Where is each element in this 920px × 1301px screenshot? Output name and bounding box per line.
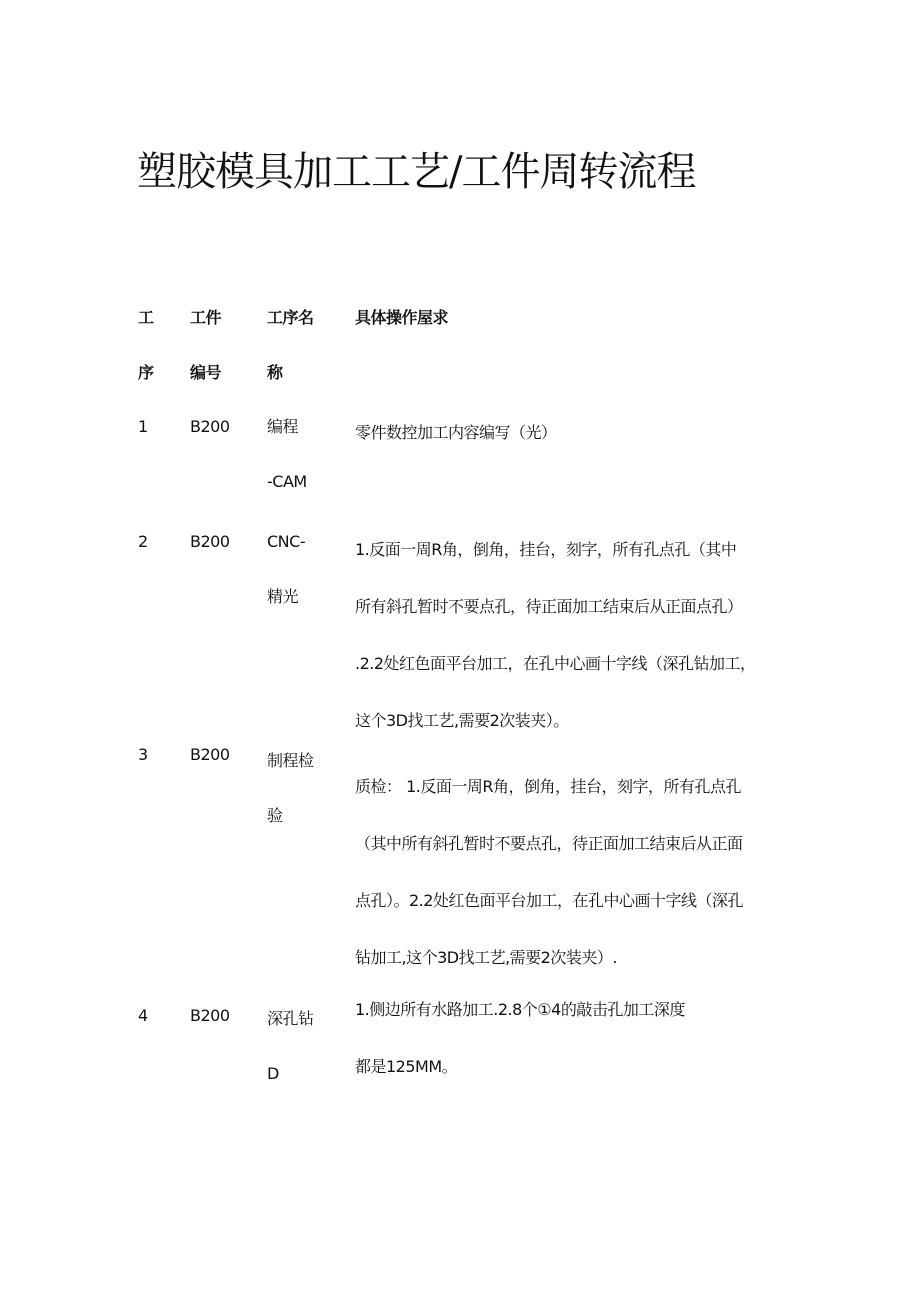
requirement-line: 都是125MM。 (355, 1057, 458, 1076)
row-4-no: 4 (138, 1006, 148, 1025)
header-process-name (267, 290, 347, 400)
requirement-line: 1.侧边所有水路加工.2.8个①4的敲击孔加工深度 (355, 1000, 685, 1019)
row-2-no: 2 (138, 532, 148, 551)
header-line: 编号 (190, 363, 222, 382)
requirement-line: 所有斜孔暂时不要点孔，待正面加工结束后从正面点孔） (355, 597, 743, 616)
row-4-part-id: B200 (190, 1006, 230, 1025)
row-1-requirements (355, 404, 795, 461)
requirement-line: 质检： 1.反面一周R角，倒角，挂台，刻字，所有孔点孔 (355, 777, 741, 796)
row-4-process-name (267, 991, 347, 1101)
requirement-line: .2.2处红色面平台加工，在孔中心画十字线（深孔钻加工， (355, 654, 756, 673)
process-name-line: 精光 (267, 587, 299, 606)
requirement-line: 这个3D找工艺,需要2次装夹）。 (355, 711, 569, 730)
row-1-no: 1 (138, 417, 148, 436)
process-name-line: 制程检 (267, 751, 314, 770)
requirement-line: （其中所有斜孔暂时不要点孔，待正面加工结束后从正面 (355, 834, 743, 853)
process-name-line: CNC- (267, 532, 306, 551)
row-1-part-id: B200 (190, 417, 230, 436)
row-3-no: 3 (138, 745, 148, 764)
header-requirements (355, 290, 795, 345)
header-line: 工 (138, 308, 154, 327)
row-3-requirements (355, 758, 795, 986)
row-4-requirements (355, 981, 795, 1095)
header-line: 工件 (190, 308, 222, 327)
header-line: 序 (138, 363, 154, 382)
row-3-part-id: B200 (190, 745, 230, 764)
process-name-line: 编程 (267, 417, 299, 436)
process-name-line: -CAM (267, 472, 307, 491)
header-process-no (138, 290, 178, 400)
row-2-process-name (267, 514, 347, 624)
header-part-id (190, 290, 260, 400)
header-line: 工序名 (267, 308, 314, 327)
row-3-process-name (267, 733, 347, 843)
requirement-line: 1.反面一周R角，倒角，挂台，刻字，所有孔点孔（其中 (355, 540, 737, 559)
requirement-line: 钻加工,这个3D找工艺,需要2次装夹）. (355, 948, 617, 967)
requirement-line: 零件数控加工内容编写（光） (355, 423, 557, 442)
process-name-line: 深孔钻 (267, 1009, 314, 1028)
row-2-requirements (355, 521, 795, 749)
process-name-line: 验 (267, 806, 283, 825)
requirement-line: 点孔）。2.2处红色面平台加工，在孔中心画十字线（深孔 (355, 891, 743, 910)
row-2-part-id: B200 (190, 532, 230, 551)
header-line: 称 (267, 363, 283, 382)
header-line: 具体操作屋求 (355, 308, 449, 327)
process-name-line: D (267, 1064, 279, 1083)
document-title: 塑胶模具加工工艺/工件周转流程 (137, 149, 696, 195)
row-1-process-name (267, 399, 347, 509)
